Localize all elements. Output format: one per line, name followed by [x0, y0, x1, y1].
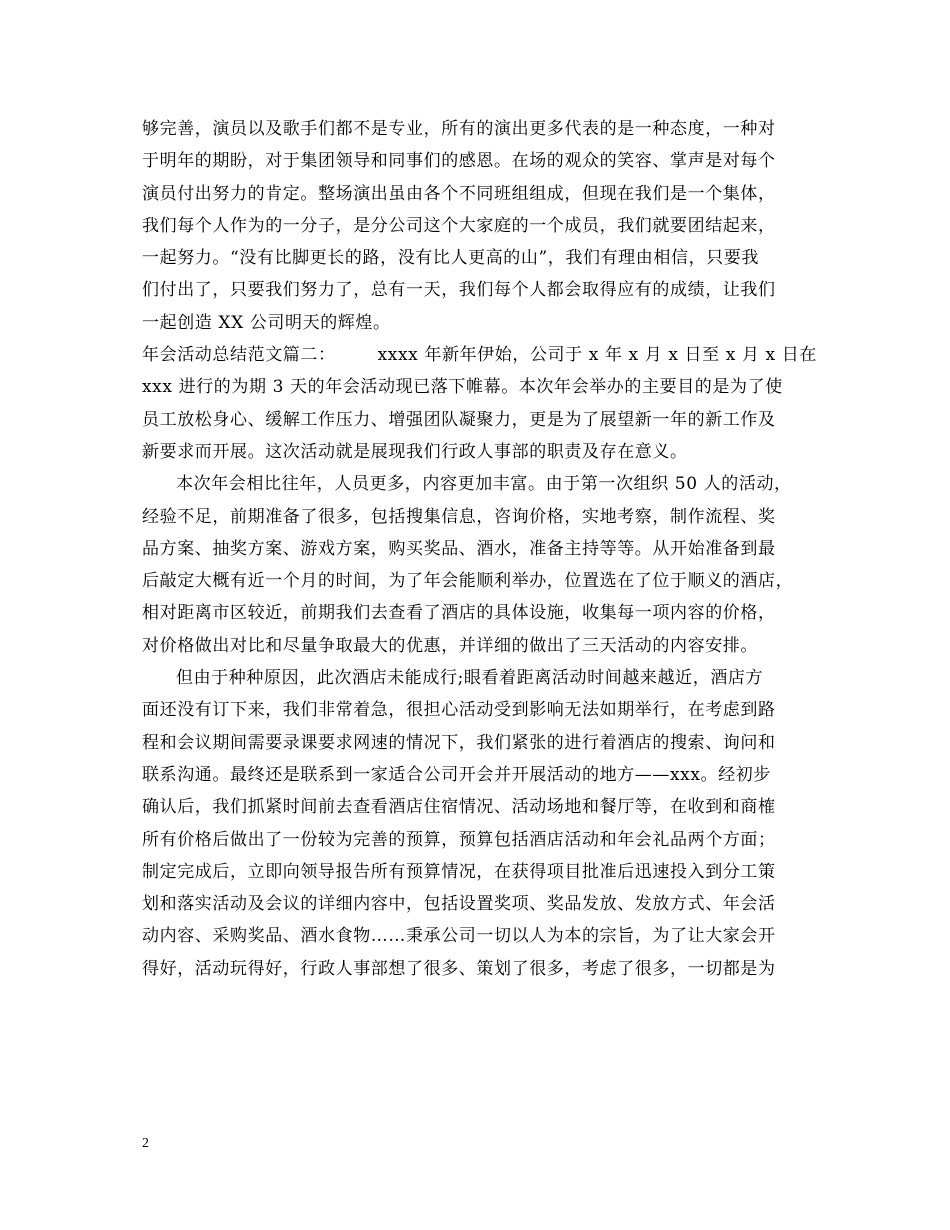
text-line: 于明年的期盼，对于集团领导和同事们的感恩。在场的观众的笑容、掌声是对每个 — [142, 151, 776, 172]
text-line: 面还没有订下来，我们非常着急，很担心活动受到影响无法如期举行，在考虑到路 — [142, 700, 776, 721]
section-heading-line — [142, 339, 817, 371]
text-line: 制定完成后，立即向领导报告所有预算情况，在获得项目批准后迅速投入到分工策 — [142, 861, 776, 882]
text-line: 确认后，我们抓紧时间前去查看酒店住宿情况、活动场地和餐厅等，在收到和商榷 — [142, 797, 776, 818]
text-line: xxxx 年新年伊始，公司于 x 年 x 月 x 日至 x 月 x 日在 — [377, 345, 817, 366]
text-line: 相对距离市区较近，前期我们去查看了酒店的具体设施，收集每一项内容的价格， — [142, 603, 776, 624]
text-line: 联系沟通。最终还是联系到一家适合公司开会并开展活动的地方——xxx。经初步 — [142, 764, 771, 785]
text-line: 程和会议期间需要录课要求网速的情况下，我们紧张的进行着酒店的搜索、询问和 — [142, 732, 776, 753]
text-line: 得好，活动玩得好，行政人事部想了很多、策划了很多，考虑了很多，一切都是为 — [142, 958, 776, 979]
text-line: 经验不足，前期准备了很多，包括搜集信息，咨询价格，实地考察，制作流程、奖 — [142, 506, 776, 527]
text-line: 动内容、采购奖品、酒水食物……秉承公司一切以人为本的宗旨，为了让大家会开 — [142, 926, 776, 947]
text-line: 够完善，演员以及歌手们都不是专业，所有的演出更多代表的是一种态度，一种对 — [142, 119, 776, 139]
text-line: 一起创造 XX 公司明天的辉煌。 — [142, 312, 391, 333]
text-line: 本次年会相比往年，人员更多，内容更加丰富。由于第一次组织 50 人的活动， — [176, 474, 792, 495]
section-heading: 年会活动总结范文篇二： — [142, 345, 336, 366]
text-line: 员工放松身心、缓解工作压力、增强团队凝聚力，更是为了展望新一年的新工作及 — [142, 409, 776, 430]
text-line: 所有价格后做出了一份较为完善的预算，预算包括酒店活动和年会礼品两个方面； — [142, 829, 776, 850]
text-line: 们付出了，只要我们努力了，总有一天，我们每个人都会取得应有的成绩，让我们 — [142, 280, 776, 301]
text-line: 划和落实活动及会议的详细内容中，包括设置奖项、奖品发放、发放方式、年会活 — [142, 894, 776, 915]
text-line: 后敲定大概有近一个月的时间，为了年会能顺利举办，位置选在了位于顺义的酒店， — [142, 571, 794, 592]
text-line: 新要求而开展。这次活动就是展现我们行政人事部的职责及存在意义。 — [142, 441, 688, 462]
text-line: 演员付出努力的肯定。整场演出虽由各个不同班组组成，但现在我们是一个集体， — [142, 183, 776, 204]
page-number: 2 — [142, 1136, 149, 1151]
text-line: xxx 进行的为期 3 天的年会活动现已落下帷幕。本次年会举办的主要目的是为了使 — [142, 377, 783, 398]
text-line: 品方案、抽奖方案、游戏方案，购买奖品、酒水，准备主持等等。从开始准备到最 — [142, 538, 776, 559]
text-line: 我们每个人作为的一分子，是分公司这个大家庭的一个成员，我们就要团结起来， — [142, 215, 776, 236]
text-line: 一起努力。“没有比脚更长的路，没有比人更高的山”，我们有理由相信，只要我 — [142, 248, 759, 269]
text-line: 对价格做出对比和尽量争取最大的优惠，并详细的做出了三天活动的内容安排。 — [142, 635, 758, 656]
text-line: 但由于种种原因，此次酒店未能成行;眼看着距离活动时间越来越近，酒店方 — [176, 668, 764, 689]
body-text — [142, 113, 817, 985]
